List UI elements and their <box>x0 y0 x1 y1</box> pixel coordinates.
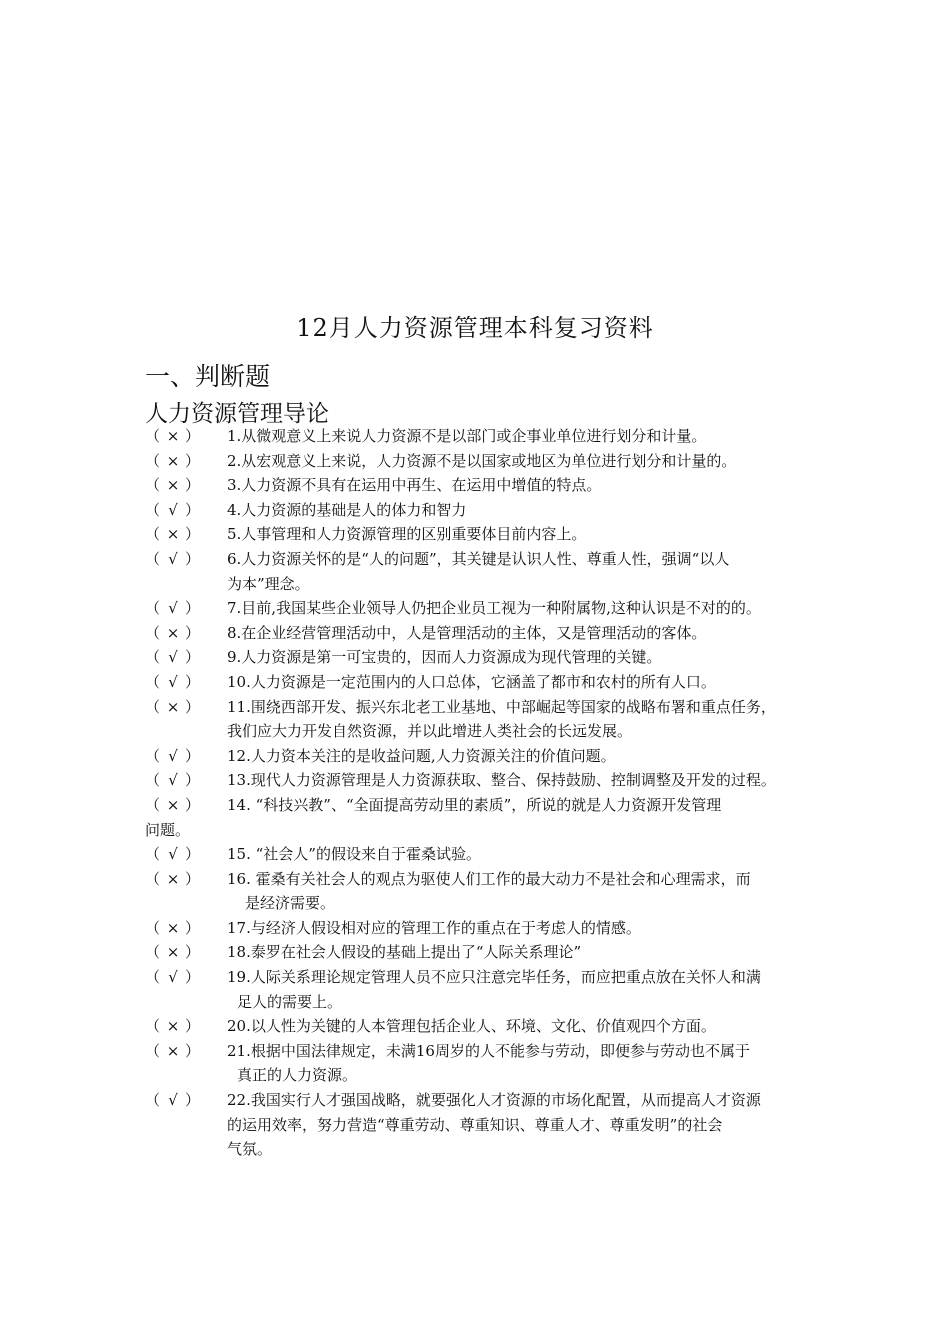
paren-open: （ <box>145 476 161 495</box>
paren-open: （ <box>145 697 161 716</box>
paren-open: （ <box>145 771 161 790</box>
document-title: 12月人力资源管理本科复习资料 <box>296 314 654 342</box>
answer-mark <box>145 916 227 941</box>
question-item <box>145 842 825 867</box>
paren-close: ） <box>185 451 201 470</box>
paren-open: （ <box>145 623 161 642</box>
paren-open: （ <box>145 1091 161 1110</box>
question-text-continued: 气氛。 <box>227 1140 273 1159</box>
paren-open: （ <box>145 968 161 987</box>
question-text-continued: 是经济需要。 <box>245 894 336 913</box>
section-title: 一、判断题 <box>145 362 271 391</box>
paren-open: （ <box>145 1041 161 1060</box>
answer-mark <box>145 596 227 621</box>
question-item <box>145 916 825 941</box>
answer-symbol: √ <box>168 771 178 790</box>
question-item <box>145 1014 825 1039</box>
paren-open: （ <box>145 599 161 618</box>
answer-symbol: × <box>166 869 180 888</box>
question-item <box>145 449 825 474</box>
answer-symbol: × <box>166 943 180 962</box>
question-text-continued: 为本”理念。 <box>227 574 310 593</box>
question-text: 14. “科技兴教”、“全面提高劳动里的素质”，所说的就是人力资源开发管理 <box>227 795 722 814</box>
answer-mark <box>145 695 227 720</box>
question-item <box>145 424 825 449</box>
question-item <box>145 670 825 695</box>
question-text: 6.人力资源关怀的是“人的问题”，其关键是认识人性、尊重人性，强调“以人 <box>227 549 730 568</box>
question-item <box>145 940 825 965</box>
question-item <box>145 744 825 769</box>
question-item <box>145 695 825 744</box>
paren-open: （ <box>145 672 161 691</box>
paren-open: （ <box>145 525 161 544</box>
paren-close: ） <box>185 525 201 544</box>
paren-close: ） <box>185 795 201 814</box>
paren-close: ） <box>185 648 201 667</box>
question-text-continued: 问题。 <box>145 820 191 839</box>
question-text: 5.人事管理和人力资源管理的区别重要体目前内容上。 <box>227 525 587 544</box>
question-text: 4.人力资源的基础是人的体力和智力 <box>227 500 467 519</box>
paren-open: （ <box>145 845 161 864</box>
question-text: 9.人力资源是第一可宝贵的，因而人力资源成为现代管理的关键。 <box>227 648 662 667</box>
answer-mark <box>145 498 227 523</box>
answer-mark <box>145 842 227 867</box>
question-text: 11.围绕西部开发、振兴东北老工业基地、中部崛起等国家的战略布署和重点任务， <box>227 697 776 716</box>
paren-open: （ <box>145 795 161 814</box>
answer-mark <box>145 1014 227 1039</box>
answer-symbol: × <box>166 451 180 470</box>
question-text: 20.以人性为关键的人本管理包括企业人、环境、文化、价值观四个方面。 <box>227 1017 716 1036</box>
answer-mark <box>145 449 227 474</box>
answer-mark <box>145 670 227 695</box>
paren-close: ） <box>185 599 201 618</box>
answer-mark <box>145 744 227 769</box>
paren-open: （ <box>145 869 161 888</box>
question-text: 12.人力资本关注的是收益问题,人力资源关注的价值问题。 <box>227 746 616 765</box>
answer-symbol: √ <box>168 549 178 568</box>
question-text: 10.人力资源是一定范围内的人口总体，它涵盖了都市和农村的所有人口。 <box>227 672 716 691</box>
answer-symbol: × <box>166 918 180 937</box>
question-text: 19.人际关系理论规定管理人员不应只注意完毕任务，而应把重点放在关怀人和满 <box>227 968 761 987</box>
paren-close: ） <box>185 427 201 445</box>
question-item <box>145 473 825 498</box>
question-text-continued: 真正的人力资源。 <box>237 1066 358 1085</box>
paren-close: ） <box>185 697 201 716</box>
answer-mark <box>145 793 227 818</box>
question-text: 2.从宏观意义上来说，人力资源不是以国家或地区为单位进行划分和计量的。 <box>227 451 737 470</box>
question-item <box>145 867 825 916</box>
answer-mark <box>145 645 227 670</box>
paren-close: ） <box>185 746 201 765</box>
answer-symbol: √ <box>168 746 178 765</box>
question-text: 17.与经济人假设相对应的管理工作的重点在于考虑人的情感。 <box>227 918 641 937</box>
paren-open: （ <box>145 500 161 519</box>
question-item <box>145 793 825 842</box>
answer-mark <box>145 473 227 498</box>
paren-close: ） <box>185 1091 201 1110</box>
question-item <box>145 522 825 547</box>
paren-open: （ <box>145 648 161 667</box>
question-item <box>145 596 825 621</box>
answer-symbol: √ <box>168 648 178 667</box>
paren-open: （ <box>145 943 161 962</box>
paren-close: ） <box>185 549 201 568</box>
paren-open: （ <box>145 1017 161 1036</box>
answer-symbol: √ <box>168 845 178 864</box>
question-text: 15. “社会人”的假设来自于霍桑试验。 <box>227 845 481 864</box>
question-text: 18.泰罗在社会人假设的基础上提出了“人际关系理论” <box>227 943 582 962</box>
question-item <box>145 1088 825 1162</box>
question-text-continued: 足人的需要上。 <box>237 992 343 1011</box>
question-text: 7.目前,我国某些企业领导人仍把企业员工视为一种附属物,这种认识是不对的的。 <box>227 599 761 618</box>
paren-open: （ <box>145 549 161 568</box>
answer-symbol: √ <box>168 968 178 987</box>
question-list <box>145 424 825 1162</box>
answer-mark <box>145 1039 227 1064</box>
answer-mark <box>145 1088 227 1113</box>
question-text: 16. 霍桑有关社会人的观点为驱使人们工作的最大动力不是社会和心理需求，而 <box>227 869 751 888</box>
answer-mark <box>145 768 227 793</box>
answer-mark <box>145 867 227 892</box>
answer-symbol: × <box>166 795 180 814</box>
answer-symbol: × <box>166 623 180 642</box>
answer-symbol: √ <box>168 1091 178 1110</box>
paren-open: （ <box>145 451 161 470</box>
answer-symbol: × <box>166 525 180 544</box>
paren-open: （ <box>145 746 161 765</box>
answer-symbol: √ <box>168 599 178 618</box>
answer-mark <box>145 424 227 449</box>
answer-symbol: × <box>166 427 180 445</box>
answer-mark <box>145 621 227 646</box>
question-text-continued: 我们应大力开发自然资源，并以此增进人类社会的长远发展。 <box>227 722 633 741</box>
paren-close: ） <box>185 771 201 790</box>
paren-open: （ <box>145 427 161 445</box>
question-text: 1.从微观意义上来说人力资源不是以部门或企事业单位进行划分和计量。 <box>227 427 707 445</box>
question-text: 22.我国实行人才强国战略，就要强化人才资源的市场化配置，从而提高人才资源 <box>227 1091 761 1110</box>
paren-close: ） <box>185 943 201 962</box>
paren-close: ） <box>185 869 201 888</box>
answer-symbol: √ <box>168 672 178 691</box>
question-item <box>145 621 825 646</box>
paren-close: ） <box>185 968 201 987</box>
answer-symbol: × <box>166 476 180 495</box>
paren-close: ） <box>185 623 201 642</box>
answer-symbol: × <box>166 1041 180 1060</box>
question-item <box>145 547 825 596</box>
question-text: 13.现代人力资源管理是人力资源获取、整合、保持鼓励、控制调整及开发的过程。 <box>227 771 776 790</box>
paren-close: ） <box>185 1017 201 1036</box>
question-text: 3.人力资源不具有在运用中再生、在运用中增值的特点。 <box>227 476 602 495</box>
answer-symbol: × <box>166 1017 180 1036</box>
question-item <box>145 965 825 1014</box>
answer-mark <box>145 965 227 990</box>
paren-close: ） <box>185 672 201 691</box>
paren-close: ） <box>185 845 201 864</box>
paren-close: ） <box>185 918 201 937</box>
answer-symbol: × <box>166 697 180 716</box>
answer-mark <box>145 522 227 547</box>
answer-mark <box>145 940 227 965</box>
question-text: 8.在企业经营管理活动中，人是管理活动的主体，又是管理活动的客体。 <box>227 623 707 642</box>
question-item <box>145 768 825 793</box>
question-text: 21.根据中国法律规定，未满16周岁的人不能参与劳动，即便参与劳动也不属于 <box>227 1041 750 1060</box>
paren-open: （ <box>145 918 161 937</box>
paren-close: ） <box>185 500 201 519</box>
question-item <box>145 498 825 523</box>
question-text-continued: 的运用效率，努力营造“尊重劳动、尊重知识、尊重人才、尊重发明”的社会 <box>227 1115 723 1134</box>
question-item <box>145 1039 825 1088</box>
answer-symbol: √ <box>168 500 178 519</box>
paren-close: ） <box>185 1041 201 1060</box>
paren-close: ） <box>185 476 201 495</box>
question-item <box>145 645 825 670</box>
subsection-title: 人力资源管理导论 <box>145 401 329 427</box>
answer-mark <box>145 547 227 572</box>
